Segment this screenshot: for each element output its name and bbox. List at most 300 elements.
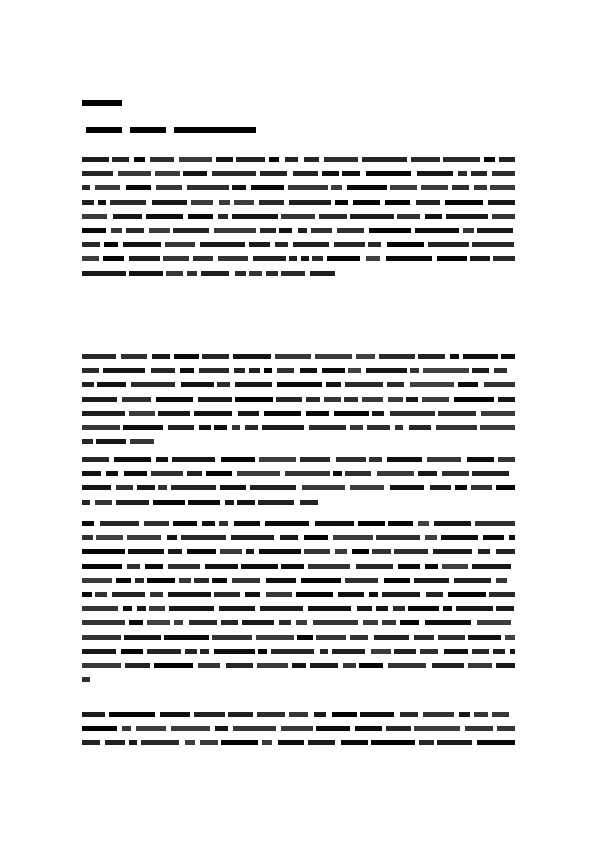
word-block (235, 271, 246, 276)
word-block (490, 185, 515, 190)
text-line (82, 214, 515, 219)
text-line (82, 663, 515, 668)
word-block (158, 485, 167, 490)
word-block (302, 485, 345, 490)
word-block (264, 368, 272, 373)
word-block (443, 606, 452, 611)
word-block (96, 439, 126, 444)
word-block (384, 578, 410, 583)
word-block (480, 425, 515, 430)
word-block (442, 471, 469, 476)
word-block (173, 228, 209, 233)
word-block (415, 228, 459, 233)
word-block (498, 397, 515, 402)
word-block (105, 740, 125, 745)
text-line (82, 677, 515, 682)
word-block (82, 457, 109, 462)
word-block (128, 549, 164, 554)
word-block (438, 635, 465, 640)
word-block (135, 578, 144, 583)
word-block (496, 606, 514, 611)
word-block (448, 592, 486, 597)
word-block (297, 635, 313, 640)
word-block (437, 740, 472, 745)
word-block (95, 592, 107, 597)
word-block (313, 620, 358, 625)
word-block (366, 171, 411, 176)
word-block (236, 157, 265, 162)
word-block (322, 171, 339, 176)
word-block (212, 578, 227, 583)
word-block (82, 592, 92, 597)
word-block (493, 256, 515, 261)
word-block (363, 620, 378, 625)
word-block (212, 171, 256, 176)
word-block (314, 712, 326, 717)
word-block (82, 256, 99, 261)
text-line (82, 439, 515, 444)
text-line (82, 606, 515, 611)
word-block (428, 242, 469, 247)
word-block (338, 592, 364, 597)
subheader-text-block (174, 127, 256, 133)
word-block (342, 171, 360, 176)
header-text-block (82, 100, 122, 106)
word-block (425, 535, 437, 540)
word-block (306, 411, 329, 416)
word-block (406, 397, 418, 402)
word-block (275, 242, 288, 247)
word-block (249, 368, 260, 373)
word-block (388, 521, 413, 526)
word-block (352, 549, 369, 554)
subheader-text-block (130, 127, 166, 133)
word-block (492, 214, 515, 219)
word-block (394, 649, 416, 654)
word-block (289, 200, 331, 205)
word-block (82, 439, 93, 444)
word-block (150, 157, 174, 162)
word-block (276, 397, 302, 402)
word-block (149, 228, 170, 233)
word-block (173, 521, 197, 526)
word-block (232, 578, 260, 583)
word-block (238, 411, 259, 416)
word-block (463, 354, 498, 359)
word-block (418, 521, 429, 526)
word-block (136, 726, 166, 731)
word-block (271, 649, 314, 654)
word-block (410, 382, 454, 387)
word-block (484, 157, 495, 162)
paragraph-2 (82, 354, 515, 453)
text-line (82, 578, 515, 583)
word-block (432, 663, 464, 668)
word-block (245, 425, 258, 430)
paragraph-3 (82, 457, 515, 514)
word-block (181, 382, 214, 387)
word-block (156, 185, 182, 190)
word-block (169, 606, 214, 611)
word-block (200, 649, 209, 654)
word-block (116, 485, 133, 490)
word-block (350, 214, 394, 219)
word-block (421, 185, 448, 190)
word-block (146, 214, 183, 219)
word-block (260, 606, 303, 611)
word-block (129, 620, 143, 625)
word-block (324, 397, 341, 402)
word-block (285, 157, 298, 162)
word-block (433, 549, 472, 554)
word-block (345, 382, 383, 387)
text-line (82, 535, 515, 540)
word-block (337, 228, 364, 233)
word-block (82, 214, 107, 219)
word-block (233, 354, 271, 359)
word-block (281, 726, 313, 731)
text-line (82, 485, 515, 490)
word-block (82, 500, 90, 505)
word-block (221, 457, 255, 462)
word-block (278, 740, 304, 745)
word-block (266, 271, 278, 276)
word-block (279, 620, 291, 625)
word-block (442, 564, 468, 569)
word-block (221, 620, 238, 625)
word-block (168, 549, 182, 554)
word-block (492, 171, 515, 176)
word-block (280, 535, 298, 540)
word-block (198, 397, 232, 402)
word-block (409, 425, 431, 430)
word-block (350, 635, 368, 640)
word-block (103, 256, 124, 261)
text-line (82, 397, 515, 402)
word-block (285, 471, 330, 476)
text-line (82, 712, 515, 717)
word-block (455, 485, 467, 490)
word-block (151, 471, 183, 476)
word-block (366, 256, 380, 261)
word-block (232, 425, 240, 430)
word-block (454, 397, 494, 402)
text-line (82, 500, 515, 505)
word-block (232, 214, 278, 219)
word-block (188, 214, 213, 219)
word-block (235, 382, 272, 387)
word-block (125, 663, 150, 668)
word-block (151, 368, 175, 373)
word-block (327, 256, 360, 261)
word-block (82, 677, 90, 682)
word-block (289, 712, 308, 717)
word-block (312, 256, 323, 261)
word-block (358, 521, 385, 526)
word-block (250, 485, 296, 490)
word-block (281, 271, 305, 276)
text-line (82, 242, 515, 247)
text-line (82, 620, 515, 625)
word-block (348, 368, 361, 373)
word-block (82, 382, 94, 387)
word-block (82, 242, 100, 247)
word-block (106, 471, 118, 476)
word-block (199, 368, 229, 373)
word-block (376, 606, 388, 611)
word-block (414, 635, 434, 640)
word-block (475, 521, 515, 526)
word-block (95, 500, 112, 505)
word-block (315, 521, 354, 526)
word-block (259, 200, 284, 205)
word-block (147, 620, 170, 625)
word-block (82, 712, 105, 717)
word-block (467, 457, 494, 462)
text-line (82, 740, 515, 745)
word-block (129, 411, 155, 416)
word-block (231, 535, 274, 540)
word-block (446, 214, 488, 219)
word-block (311, 228, 332, 233)
word-block (82, 397, 117, 402)
word-block (82, 649, 116, 654)
word-block (82, 354, 116, 359)
word-block (82, 564, 122, 569)
word-block (228, 712, 253, 717)
word-block (304, 157, 319, 162)
word-block (308, 564, 350, 569)
word-block (371, 740, 415, 745)
word-block (477, 740, 515, 745)
text-line (82, 521, 515, 526)
subheader-text-block (86, 127, 122, 133)
word-block (235, 397, 273, 402)
word-block (259, 549, 301, 554)
word-block (463, 228, 474, 233)
word-block (82, 726, 117, 731)
word-block (423, 368, 469, 373)
word-block (371, 649, 391, 654)
word-block (496, 485, 515, 490)
word-block (416, 200, 440, 205)
word-block (320, 649, 328, 654)
word-block (408, 606, 439, 611)
word-block (353, 200, 380, 205)
word-block (194, 578, 209, 583)
word-block (281, 214, 315, 219)
word-block (362, 397, 383, 402)
word-block (417, 171, 453, 176)
word-block (425, 620, 471, 625)
word-block (345, 578, 378, 583)
word-block (215, 726, 228, 731)
word-block (179, 578, 191, 583)
word-block (397, 214, 420, 219)
word-block (426, 592, 443, 597)
word-block (387, 242, 424, 247)
word-block (456, 606, 493, 611)
word-block (200, 242, 245, 247)
word-block (201, 271, 229, 276)
word-block (262, 740, 272, 745)
paragraph-4 (82, 521, 515, 691)
word-block (202, 354, 229, 359)
word-block (218, 214, 228, 219)
word-block (277, 368, 294, 373)
word-block (137, 606, 146, 611)
word-block (214, 592, 240, 597)
word-block (82, 271, 126, 276)
word-block (434, 521, 471, 526)
word-block (172, 457, 215, 462)
word-block (144, 521, 169, 526)
word-block (126, 228, 144, 233)
word-block (472, 564, 511, 569)
word-block (472, 368, 489, 373)
word-block (300, 368, 317, 373)
word-block (308, 606, 351, 611)
word-block (256, 635, 294, 640)
word-block (316, 635, 346, 640)
word-block (489, 592, 515, 597)
word-block (145, 564, 163, 569)
word-block (315, 354, 352, 359)
text-line (82, 271, 515, 276)
word-block (96, 535, 123, 540)
word-block (390, 185, 417, 190)
word-block (82, 740, 100, 745)
paragraph-5 (82, 712, 515, 755)
word-block (304, 535, 328, 540)
word-block (234, 200, 254, 205)
word-block (445, 200, 483, 205)
word-block (369, 457, 382, 462)
word-block (293, 242, 329, 247)
word-block (498, 457, 515, 462)
word-block (334, 411, 369, 416)
word-block (478, 549, 490, 554)
word-block (324, 157, 358, 162)
word-block (219, 521, 228, 526)
word-block (237, 471, 280, 476)
word-block (82, 171, 113, 176)
word-block (468, 635, 501, 640)
word-block (472, 471, 509, 476)
word-block (219, 200, 230, 205)
word-block (483, 535, 504, 540)
word-block (97, 382, 126, 387)
word-block (253, 256, 286, 261)
word-block (477, 228, 513, 233)
word-block (181, 535, 226, 540)
text-line (82, 649, 515, 654)
text-line (82, 726, 515, 731)
word-block (322, 368, 345, 373)
word-block (82, 411, 125, 416)
word-block (206, 471, 232, 476)
word-block (129, 740, 137, 745)
paragraph-1 (82, 157, 515, 285)
word-block (212, 635, 252, 640)
word-block (220, 549, 242, 554)
word-block (341, 740, 368, 745)
text-line (82, 368, 515, 373)
word-block (379, 354, 415, 359)
word-block (471, 485, 492, 490)
word-block (310, 663, 338, 668)
word-block (292, 663, 306, 668)
word-block (226, 663, 253, 668)
word-block (127, 564, 140, 569)
word-block (458, 382, 478, 387)
word-block (296, 592, 333, 597)
word-block (398, 564, 420, 569)
word-block (126, 185, 151, 190)
word-block (214, 228, 256, 233)
word-block (152, 354, 170, 359)
word-block (477, 620, 511, 625)
word-block (82, 185, 90, 190)
word-block (509, 535, 515, 540)
word-block (496, 578, 507, 583)
word-block (319, 214, 347, 219)
word-block (199, 425, 211, 430)
word-block (430, 485, 451, 490)
word-block (82, 606, 118, 611)
word-block (300, 457, 330, 462)
text-line (82, 564, 515, 569)
word-block (306, 397, 320, 402)
word-block (220, 485, 246, 490)
word-block (134, 157, 145, 162)
word-block (82, 620, 125, 625)
word-block (218, 256, 248, 261)
text-line (82, 354, 515, 359)
word-block (436, 425, 477, 430)
word-block (459, 712, 470, 717)
word-block (277, 382, 322, 387)
word-block (393, 606, 405, 611)
word-block (123, 242, 161, 247)
text-line (82, 411, 515, 416)
word-block (470, 256, 490, 261)
word-block (111, 228, 122, 233)
word-block (124, 471, 147, 476)
word-block (123, 606, 132, 611)
word-block (427, 457, 461, 462)
word-block (471, 171, 487, 176)
word-block (179, 157, 212, 162)
text-line (82, 425, 515, 430)
text-line (82, 200, 515, 205)
word-block (249, 242, 270, 247)
word-block (167, 535, 177, 540)
word-block (155, 171, 180, 176)
word-block (367, 425, 390, 430)
word-block (289, 256, 297, 261)
word-block (360, 712, 394, 717)
word-block (198, 663, 220, 668)
word-block (200, 740, 218, 745)
word-block (122, 397, 151, 402)
word-block (185, 740, 195, 745)
word-block (269, 157, 279, 162)
word-block (382, 620, 396, 625)
word-block (334, 242, 365, 247)
word-block (233, 726, 276, 731)
word-block (437, 256, 467, 261)
